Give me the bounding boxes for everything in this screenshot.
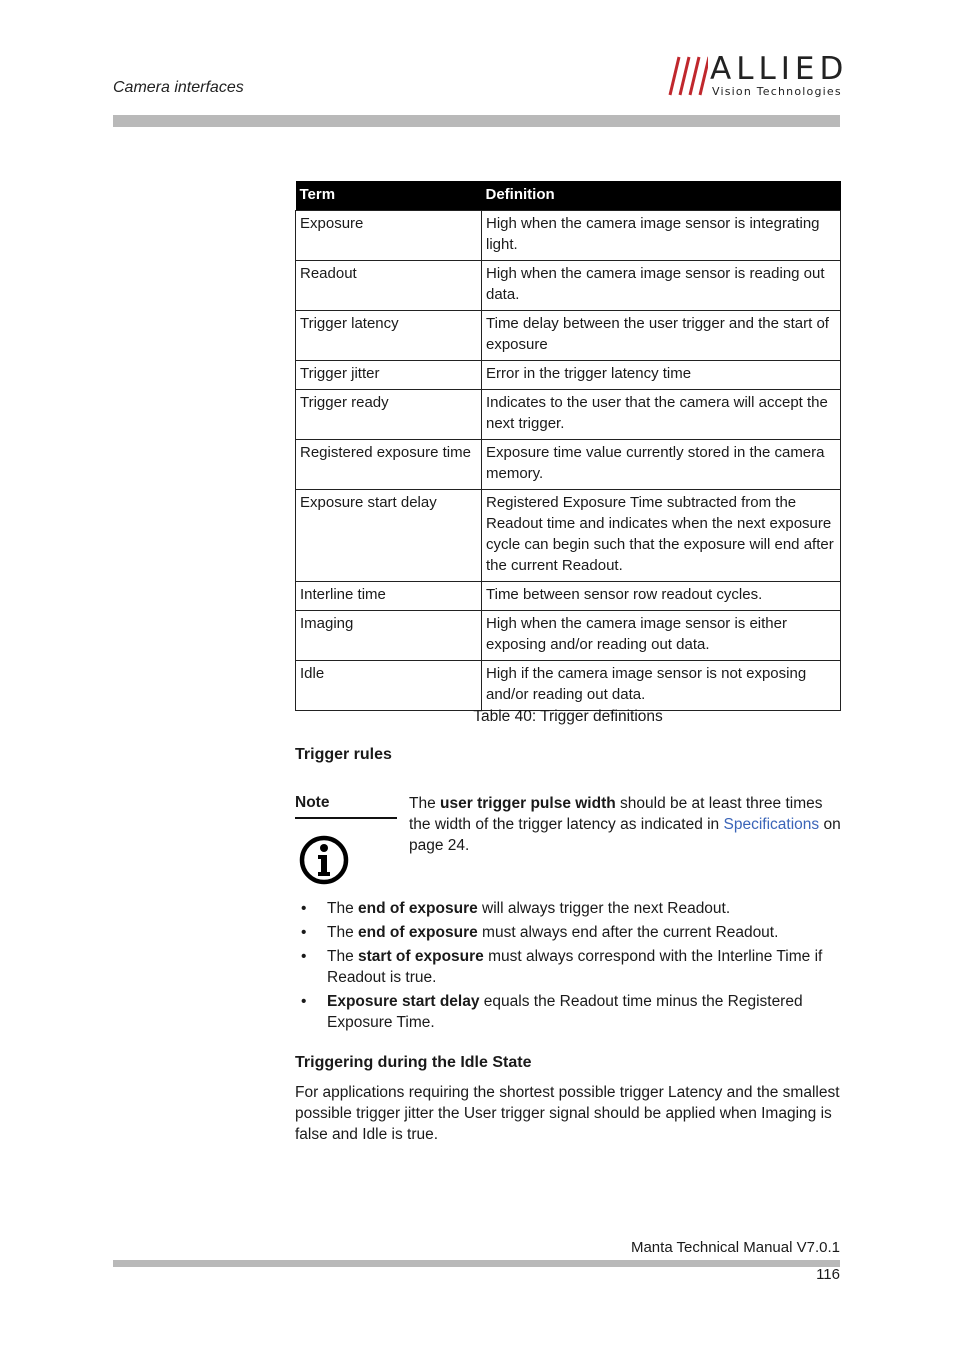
definition-cell: High if the camera image sensor is not exposing and/or reading out data. <box>482 661 841 711</box>
bullet-icon: • <box>301 948 307 965</box>
logo-word: ALLIED <box>710 51 849 87</box>
trigger-rules-list <box>295 898 841 1036</box>
bullet-text: The <box>327 924 359 941</box>
definition-cell: Error in the trigger latency time <box>482 361 841 390</box>
section-title: Camera interfaces <box>113 79 244 96</box>
bullet-text: The <box>327 948 359 965</box>
table-header-row <box>296 181 841 211</box>
term-cell: Trigger ready <box>296 390 482 440</box>
bullet-bold: start of exposure <box>358 948 484 965</box>
note-rule <box>295 817 397 819</box>
bullet-bold: Exposure start delay <box>327 993 480 1010</box>
table-row <box>296 440 841 490</box>
table-row <box>296 211 841 261</box>
table-row <box>296 661 841 711</box>
term-cell: Trigger jitter <box>296 361 482 390</box>
manual-title: Manta Technical Manual V7.0.1 <box>630 1239 840 1256</box>
definition-cell: Registered Exposure Time subtracted from the Readout time and indicates when the next exposure cycle can begin such that the exposure will end after the current Readout. <box>482 490 841 582</box>
logo-slashes-icon <box>668 55 708 101</box>
note-text <box>409 793 841 856</box>
note-bold-term: user trigger pulse width <box>440 795 616 812</box>
bullet-text: will always trigger the next Readout. <box>477 900 731 917</box>
note-text-part: on page 24. <box>409 816 841 854</box>
table-row <box>296 311 841 361</box>
column-header-definition: Definition <box>482 181 841 211</box>
definition-cell: High when the camera image sensor is reading out data. <box>482 261 841 311</box>
page-header <box>0 0 954 130</box>
table-row <box>296 261 841 311</box>
bullet-text: must always correspond with the Interline Time if Readout is true. <box>327 948 823 986</box>
bullet-text: must always end after the current Readout. <box>477 924 779 941</box>
header-rule <box>113 115 840 127</box>
footer-rule <box>113 1260 840 1267</box>
list-item <box>295 922 841 943</box>
table-row <box>296 390 841 440</box>
definition-cell: Time delay between the user trigger and the start of exposure <box>482 311 841 361</box>
definition-cell: Exposure time value currently stored in the camera memory. <box>482 440 841 490</box>
bullet-bold: end of exposure <box>358 924 478 941</box>
note-text-part: The <box>409 795 441 812</box>
trigger-definitions-table <box>295 181 841 711</box>
term-cell: Interline time <box>296 582 482 611</box>
definition-cell: Time between sensor row readout cycles. <box>482 582 841 611</box>
list-item <box>295 946 841 988</box>
term-cell: Readout <box>296 261 482 311</box>
column-header-term: Term <box>296 181 482 211</box>
page-number: 116 <box>816 1266 840 1283</box>
term-cell: Imaging <box>296 611 482 661</box>
table-row <box>296 361 841 390</box>
specifications-link[interactable]: Specifications <box>723 816 820 833</box>
trigger-rules-heading: Trigger rules <box>295 746 392 763</box>
list-item <box>295 991 841 1033</box>
table-row <box>296 490 841 582</box>
table-row <box>296 611 841 661</box>
logo-subtitle: Vision Technologies <box>712 85 842 98</box>
bullet-text: equals the Readout time minus the Registered Exposure Time. <box>327 993 803 1031</box>
table-row <box>296 582 841 611</box>
allied-logo <box>668 51 849 101</box>
definition-cell: Indicates to the user that the camera will accept the next trigger. <box>482 390 841 440</box>
term-cell: Exposure <box>296 211 482 261</box>
bullet-text: The <box>327 900 359 917</box>
idle-state-paragraph: For applications requiring the shortest possible trigger Latency and the smallest possible trigger jitter the User trigger signal should be applied when Imaging is false and Idle is true. <box>295 1084 840 1143</box>
definition-cell: High when the camera image sensor is integrating light. <box>482 211 841 261</box>
term-cell: Registered exposure time <box>296 440 482 490</box>
note-text-part: should be at least three times the width of the trigger latency as indicated in <box>409 795 823 833</box>
bullet-icon: • <box>301 924 307 941</box>
definition-cell: High when the camera image sensor is either exposing and/or reading out data. <box>482 611 841 661</box>
table-caption: Table 40: Trigger definitions <box>473 708 663 725</box>
term-cell: Exposure start delay <box>296 490 482 582</box>
idle-state-heading: Triggering during the Idle State <box>295 1054 532 1071</box>
bullet-bold: end of exposure <box>358 900 478 917</box>
bullet-icon: • <box>301 993 307 1010</box>
term-cell: Trigger latency <box>296 311 482 361</box>
note-label: Note <box>295 794 330 811</box>
term-cell: Idle <box>296 661 482 711</box>
list-item <box>295 898 841 919</box>
info-icon <box>299 835 349 885</box>
bullet-icon: • <box>301 900 307 917</box>
